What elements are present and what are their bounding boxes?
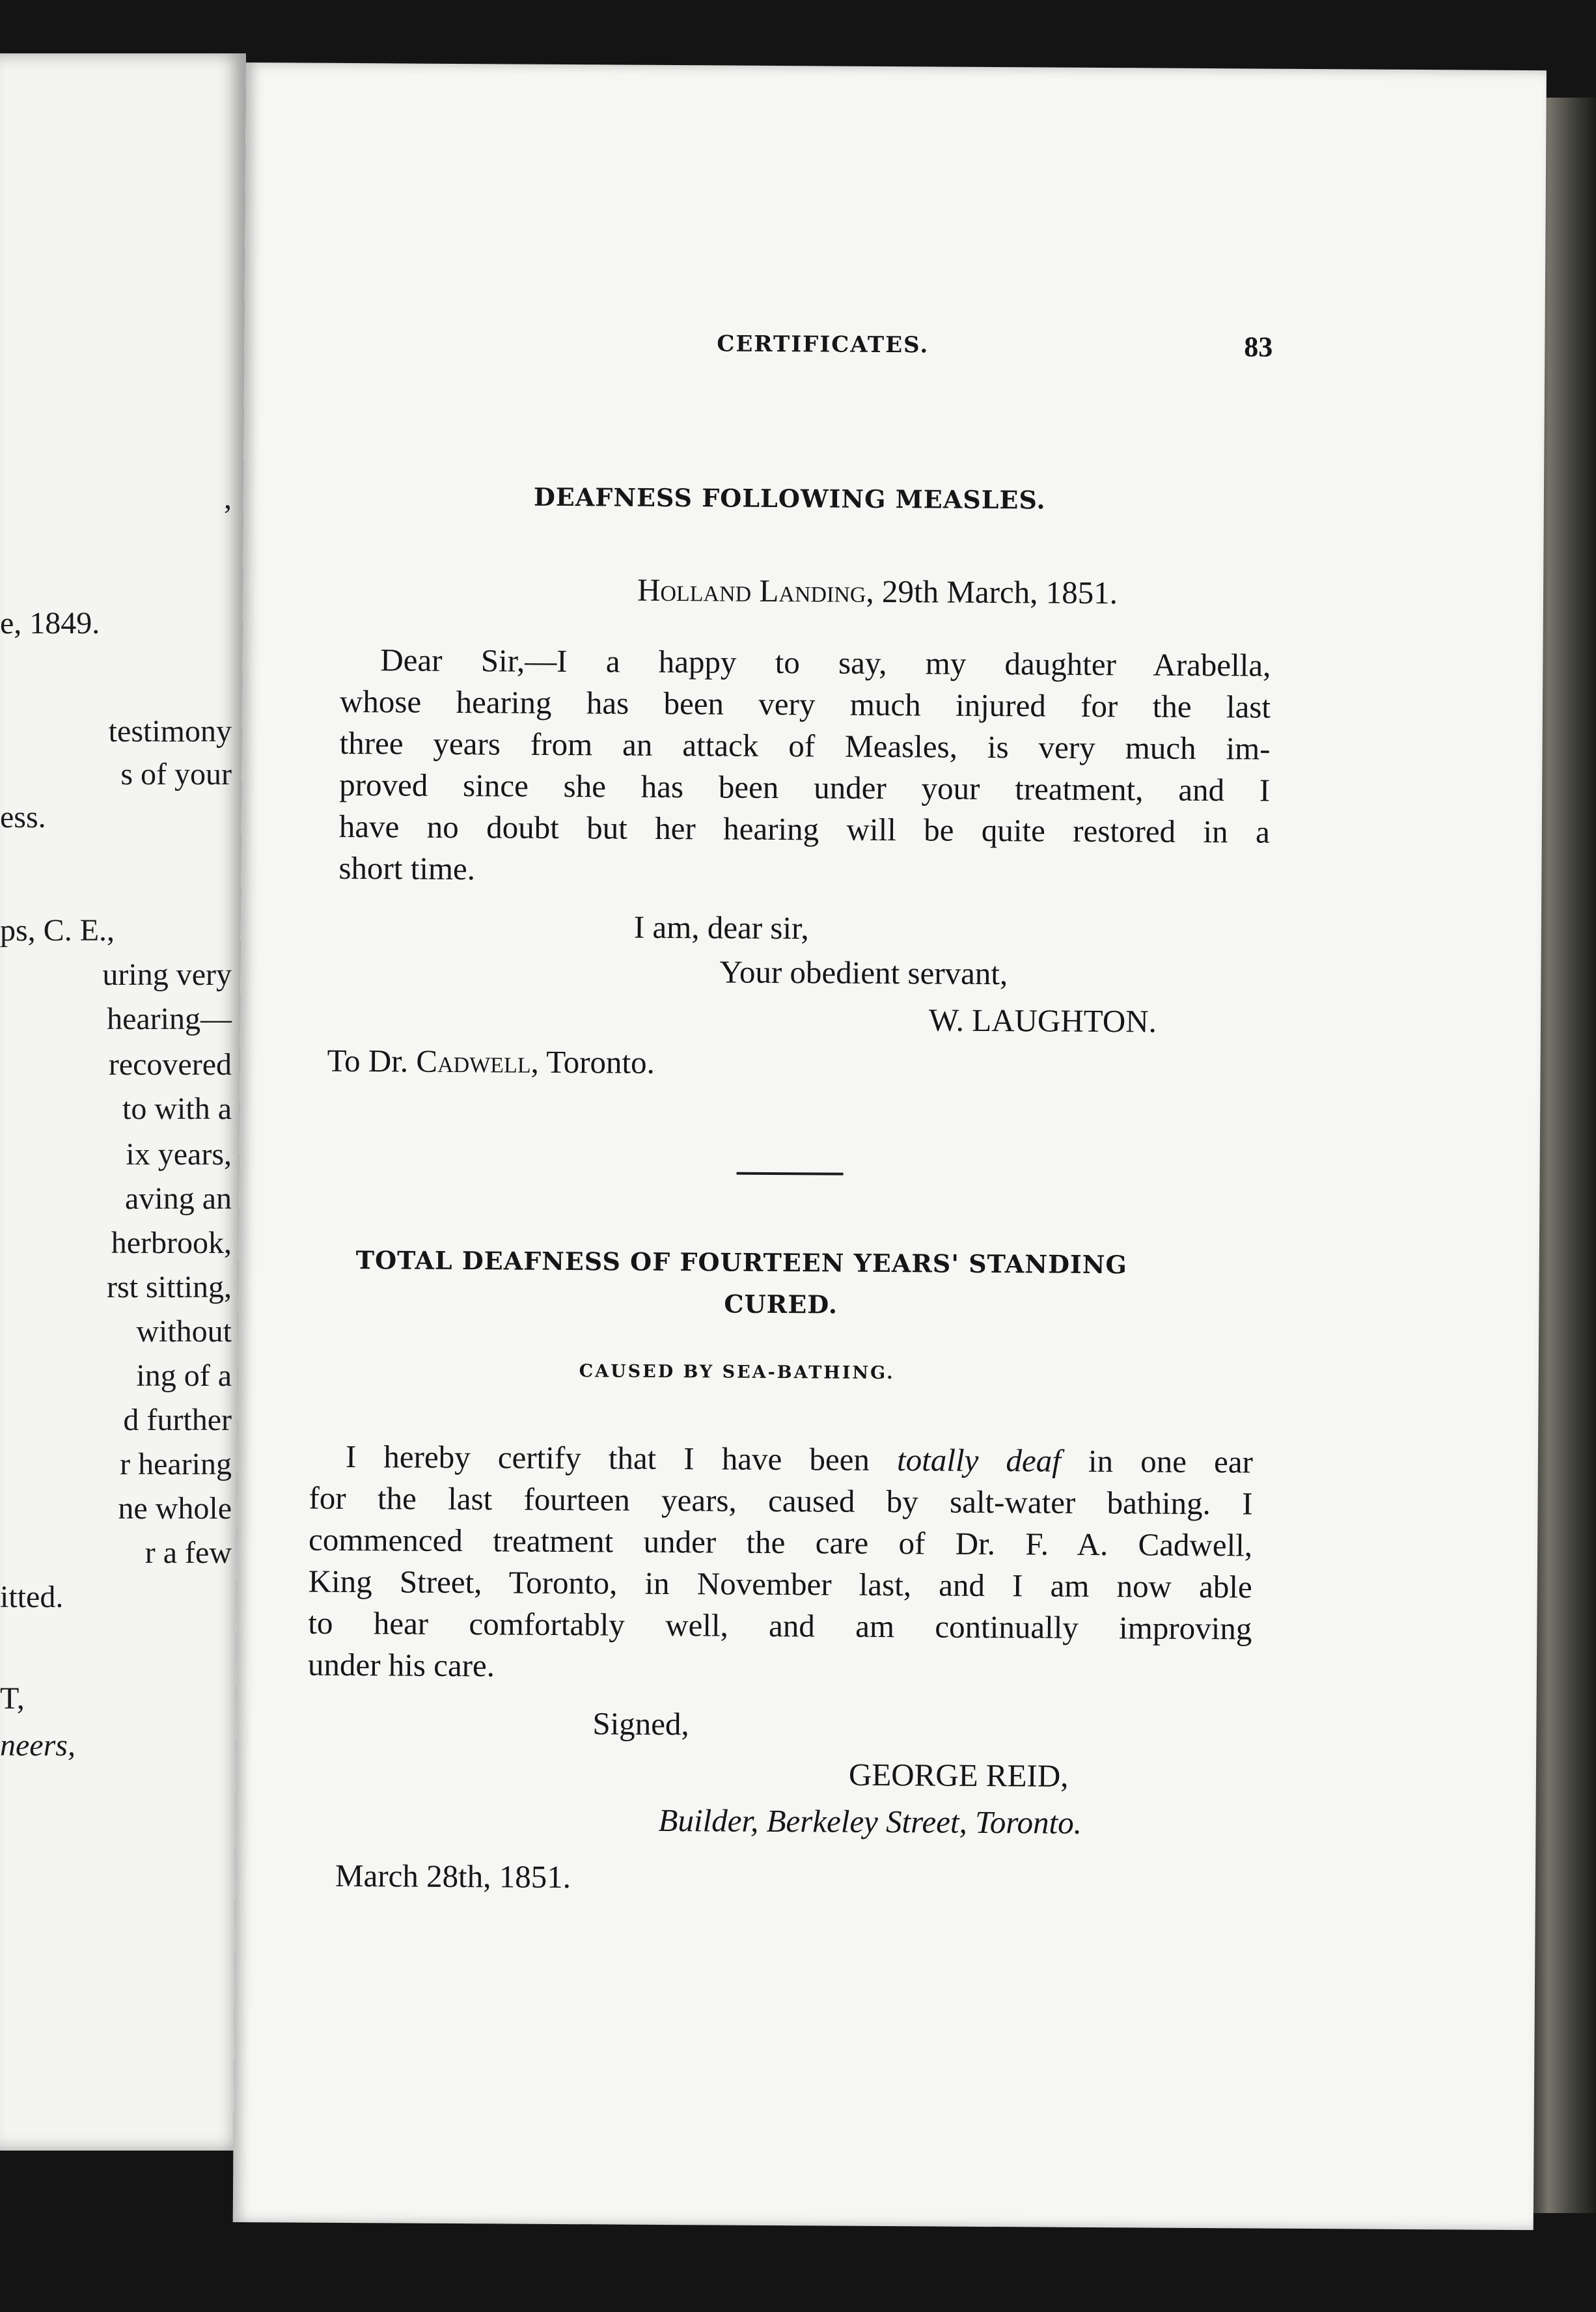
certificate-line: under his care. — [307, 1646, 495, 1684]
date-line: March 28th, 1851. — [335, 1857, 571, 1895]
certificate-line: King Street, Toronto, in November last, and I am now able — [308, 1563, 1252, 1605]
left-fragment: ix years, — [126, 1137, 232, 1172]
left-page — [0, 53, 246, 2151]
left-fragment: ess. — [0, 800, 46, 834]
addressee-line — [327, 1042, 655, 1081]
place-name: Holland Landing — [637, 571, 866, 609]
left-fragment: r a few — [144, 1535, 232, 1570]
left-fragment: neers, — [0, 1728, 76, 1763]
left-fragment: aving an — [125, 1181, 232, 1216]
right-page — [233, 62, 1547, 2230]
left-fragment: ps, C. E., — [0, 913, 115, 948]
left-fragment: s of your — [120, 757, 232, 791]
left-fragment: recovered — [108, 1047, 232, 1082]
section-title: TOTAL DEAFNESS OF FOURTEEN YEARS' STANDING — [355, 1245, 1128, 1280]
left-fragment: , — [224, 481, 232, 516]
occupation-line: Builder, Berkeley Street, Toronto. — [658, 1802, 1082, 1841]
addressee-suffix: , Toronto. — [530, 1043, 655, 1080]
letter-line: Dear Sir,—I a happy to say, my daughter Arabella, — [380, 642, 1271, 683]
left-fragment: r hearing — [120, 1447, 232, 1481]
letter-line: proved since she has been under your treatment, and I — [339, 766, 1271, 808]
closing-line: I am, dear sir, — [633, 909, 809, 946]
left-fragment: itted. — [0, 1580, 64, 1614]
signed-label: Signed, — [592, 1705, 689, 1742]
certificate-line: for the last fourteen years, caused by salt-water bathing. I — [309, 1479, 1253, 1522]
left-fragment: ne whole — [118, 1491, 232, 1526]
signature: W. LAUGHTON. — [928, 1002, 1157, 1039]
left-fragment: uring very — [102, 957, 232, 992]
certificate-line: commenced treatment under the care of Dr. F. A. Cadwell, — [308, 1521, 1253, 1563]
letter-line: have no doubt but her hearing will be quite restored in a — [338, 808, 1270, 850]
addressee-prefix: To Dr. — [327, 1042, 417, 1079]
left-fragment: hearing— — [107, 1002, 232, 1036]
left-fragment: to with a — [122, 1092, 232, 1126]
emphasis-text: totally deaf — [896, 1442, 1061, 1479]
section-subtitle: CAUSED BY SEA-BATHING. — [579, 1361, 895, 1384]
letter-line: three years from an attack of Measles, is very much im- — [339, 724, 1271, 767]
section-title-continued: CURED. — [724, 1289, 838, 1319]
certificate-line — [346, 1438, 1253, 1481]
left-fragment: d further — [123, 1403, 232, 1437]
left-fragment: testimony — [108, 714, 232, 749]
section-title: DEAFNESS FOLLOWING MEASLES. — [533, 482, 1046, 515]
letter-line: whose hearing has been very much injured for the last — [339, 683, 1271, 725]
text-run: I hereby certify that I have been — [345, 1438, 898, 1478]
left-fragment: e, 1849. — [0, 606, 100, 640]
left-fragment: T, — [0, 1681, 25, 1716]
place-date: , 29th March, 1851. — [866, 573, 1118, 611]
left-fragment: without — [136, 1314, 232, 1349]
closing-line: Your obedient servant, — [719, 954, 1008, 992]
running-head: CERTIFICATES. — [717, 331, 929, 359]
text-run: in one ear — [1060, 1442, 1254, 1480]
section-divider — [737, 1172, 844, 1176]
left-fragment: ing of a — [136, 1358, 232, 1393]
letter-line: short time. — [338, 849, 476, 887]
addressee-name: Cadwell — [416, 1043, 531, 1080]
left-fragment: rst sitting, — [106, 1270, 232, 1304]
left-fragment: herbrook, — [111, 1226, 232, 1260]
signature: GEORGE REID, — [848, 1756, 1069, 1794]
page-number: 83 — [1244, 331, 1273, 363]
place-date-line — [637, 571, 1118, 612]
certificate-line: to hear comfortably well, and am continually improving — [308, 1604, 1252, 1647]
